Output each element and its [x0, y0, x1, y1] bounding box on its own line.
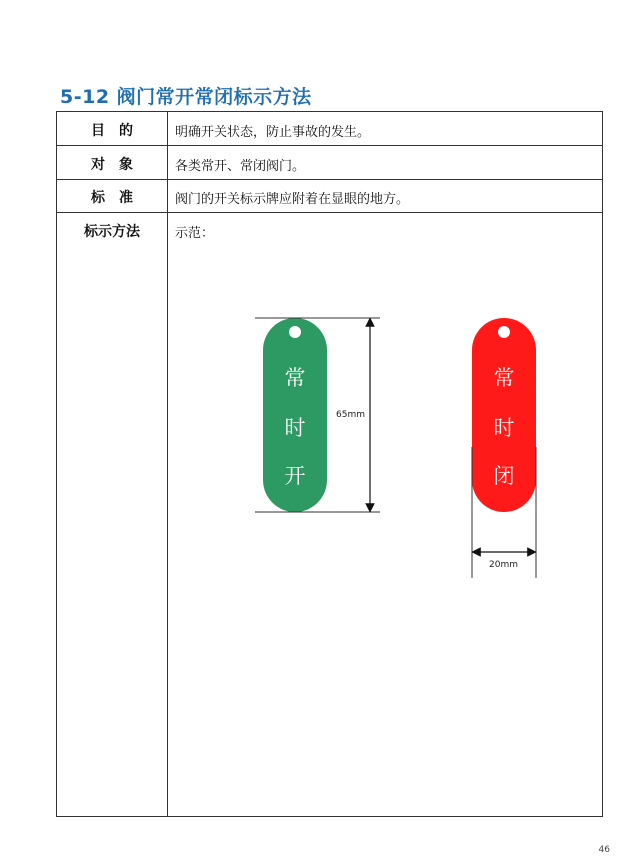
height-dimension-label: 65mm	[336, 410, 365, 420]
method-label: 标示方法	[84, 224, 140, 240]
method-value: 示范：	[175, 226, 215, 241]
standard-label: 标 准	[91, 190, 133, 206]
tag-char: 常	[284, 366, 306, 390]
purpose-value: 明确开关状态，防止事故的发生。	[175, 125, 371, 140]
tag-hole	[289, 326, 301, 338]
tag-char: 时	[284, 416, 306, 440]
normally-open-tag	[263, 318, 327, 512]
tag-hole	[498, 326, 510, 338]
tag-char: 闭	[493, 464, 515, 488]
width-dimension-label: 20mm	[489, 560, 518, 570]
page-number: 46	[598, 845, 610, 855]
section-title: 5-12 阀门常开常闭标示方法	[60, 86, 312, 108]
tag-char: 常	[493, 366, 515, 390]
purpose-label: 目 的	[91, 123, 133, 139]
column-divider	[167, 112, 168, 816]
target-label: 对 象	[91, 157, 133, 173]
target-value: 各类常开、常闭阀门。	[175, 159, 306, 174]
row-divider	[57, 212, 602, 213]
row-divider	[57, 179, 602, 180]
row-divider	[57, 145, 602, 146]
tag-char: 时	[493, 416, 515, 440]
standard-value: 阀门的开关标示牌应附着在显眼的地方。	[175, 192, 410, 207]
tag-char: 开	[284, 464, 306, 488]
normally-closed-tag	[472, 318, 536, 512]
